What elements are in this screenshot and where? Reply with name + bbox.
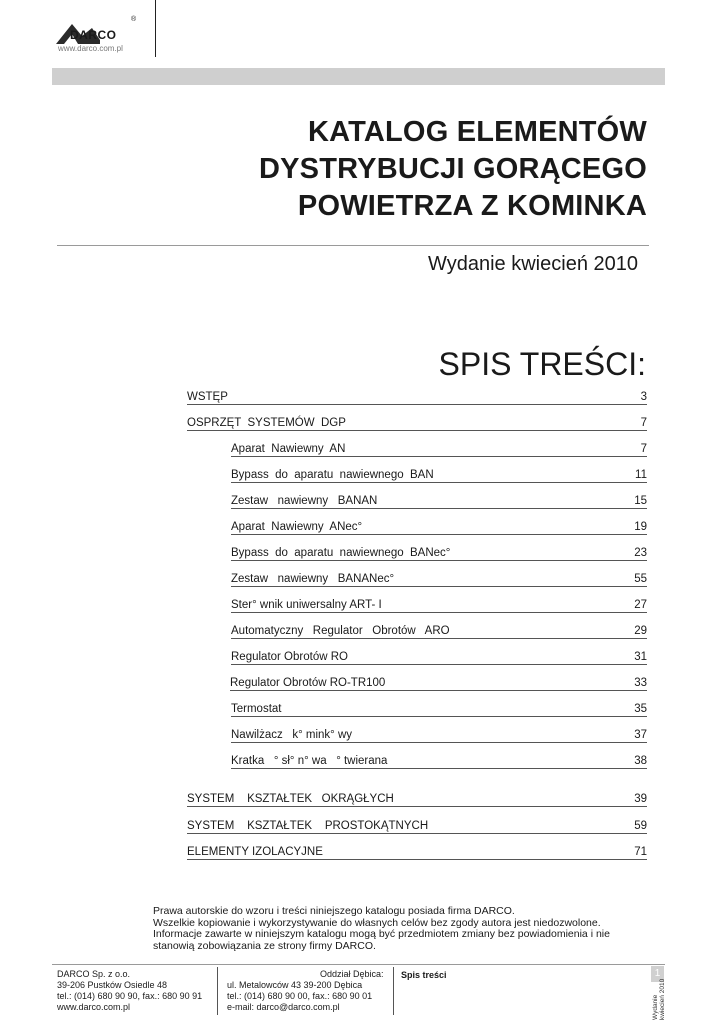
footer-company-name: DARCO Sp. z o.o. [57,969,131,979]
toc-entry-page: 38 [634,755,647,767]
footer-section-name: Spis treści [401,970,447,980]
page-number: 1 [651,966,664,982]
footer-branch-phone: tel.: (014) 680 90 00, fax.: 680 90 01 [227,991,373,1001]
toc-entry[interactable] [230,676,647,691]
title-line-2: DYSTRYBUCJI GORĄCEGO [258,153,647,185]
toc-entry-label: Termostat [231,703,282,715]
toc-entry-page: 3 [640,391,647,403]
toc-entry-label: Ster° wnik uniwersalny ART- I [231,599,382,611]
toc-entry-page: 7 [640,443,647,455]
footer-edition-line-2: kwiecień 2010 [659,978,666,1020]
toc-entry-page: 7 [640,417,647,429]
footer-company-address: 39-206 Pustków Osiedle 48 [57,980,168,990]
copyright-notice [153,906,663,952]
toc-entry[interactable] [231,572,647,587]
toc-entry-label: Zestaw nawiewny BANAN [231,495,378,507]
toc-entry-label: Kratka ° sł° n° wa ° twierana [231,755,388,767]
toc-entry[interactable] [231,546,647,561]
toc-entry-page: 11 [635,469,647,481]
toc-entry[interactable] [231,624,647,639]
footer-divider-1 [217,967,218,1015]
toc-entry-page: 55 [634,573,647,585]
toc-entry[interactable] [231,442,647,457]
copyright-line: Informacje zawarte w niniejszym katalogu mogą być przedmiotem zmiany bez powiadomienia i nie [153,928,610,941]
toc-heading: SPIS TREŚCI: [438,346,646,382]
toc-entry-page: 15 [634,495,647,507]
toc-entry-label: Nawilżacz k° mink° wy [231,729,353,741]
header-divider [155,0,156,57]
copyright-line: Prawa autorskie do wzoru i treści niniejszego katalogu posiada firma DARCO. [153,905,515,917]
copyright-line: Wszelkie kopiowanie i wykorzystywanie do własnych celów bez zgody autora jest niedozwolone. [153,916,601,929]
toc-entry[interactable] [187,819,647,834]
toc-entry-page: 23 [634,547,647,559]
toc-entry[interactable] [187,845,647,860]
toc-entry-page: 37 [634,729,647,741]
toc-entry-page: 27 [634,599,647,611]
toc-entry[interactable] [187,792,647,807]
toc-entry-label: SYSTEM KSZTAŁTEK PROSTOKĄTNYCH [187,820,429,832]
header-gray-bar [52,68,665,85]
toc-entry[interactable] [231,494,647,509]
footer-edition-line-1: Wydanie [652,994,659,1020]
footer-company-phone: tel.: (014) 680 90 90, fax.: 680 90 91 [57,991,203,1001]
footer-branch-address: ul. Metalowców 43 39-200 Dębica [227,980,363,990]
toc-entry-page: 29 [634,625,647,637]
toc-entry-label: ELEMENTY IZOLACYJNE [187,846,323,858]
toc-entry-label: Aparat Nawiewny AN [231,443,346,455]
toc-entry-page: 71 [634,846,647,858]
toc-entry-page: 19 [634,521,647,533]
toc-entry[interactable] [231,520,647,535]
copyright-line: stanowią zobowiązania ze strony firmy DARCO. [153,939,376,952]
website-url[interactable]: www.darco.com.pl [58,44,123,53]
toc-entry-page: 35 [634,703,647,715]
logo-registered-mark: ® [131,16,137,23]
toc-entry-label: Regulator Obrotów RO-TR100 [230,677,386,689]
toc-entry-page: 39 [634,793,647,805]
title-line-3: POWIETRZA Z KOMINKA [297,190,647,222]
toc-entry-label: Regulator Obrotów RO [231,651,348,663]
toc-entry[interactable] [187,390,647,405]
toc-entry[interactable] [231,598,647,613]
title-divider [57,245,649,246]
toc-entry-page: 31 [634,651,647,663]
toc-entry[interactable] [231,702,647,717]
toc-entry-label: Bypass do aparatu nawiewnego BANec° [231,547,451,559]
toc-entry[interactable] [231,468,647,483]
toc-entry-page: 33 [634,677,647,689]
footer-edition-vertical [652,979,666,1020]
toc-entry-page: 59 [634,820,647,832]
toc-entry-label: Bypass do aparatu nawiewnego BAN [231,469,434,481]
title-line-1: KATALOG ELEMENTÓW [307,116,647,148]
footer-company-website[interactable]: www.darco.com.pl [57,1002,131,1012]
catalog-title [87,114,647,225]
toc-entry-label: SYSTEM KSZTAŁTEK OKRĄGŁYCH [187,793,394,805]
edition-date: Wydanie kwiecień 2010 [428,253,638,275]
toc-entry-label: Zestaw nawiewny BANANec° [231,573,395,585]
toc-entry-label: Aparat Nawiewny ANec° [231,521,363,533]
footer-divider [52,964,665,965]
footer-branch-email[interactable]: e-mail: darco@darco.com.pl [227,1002,340,1012]
toc-entry-label: OSPRZĘT SYSTEMÓW DGP [187,417,346,429]
toc-entry[interactable] [231,754,647,769]
toc-entry[interactable] [187,416,647,431]
toc-entry[interactable] [231,728,647,743]
toc-entry[interactable] [231,650,647,665]
footer-divider-2 [393,967,394,1015]
toc-entry-label: Automatyczny Regulator Obrotów ARO [231,625,450,637]
toc-entry-label: WSTĘP [187,391,228,403]
logo-text: DARCO [70,28,117,42]
footer-branch-label: Oddział Dębica: [320,969,384,979]
